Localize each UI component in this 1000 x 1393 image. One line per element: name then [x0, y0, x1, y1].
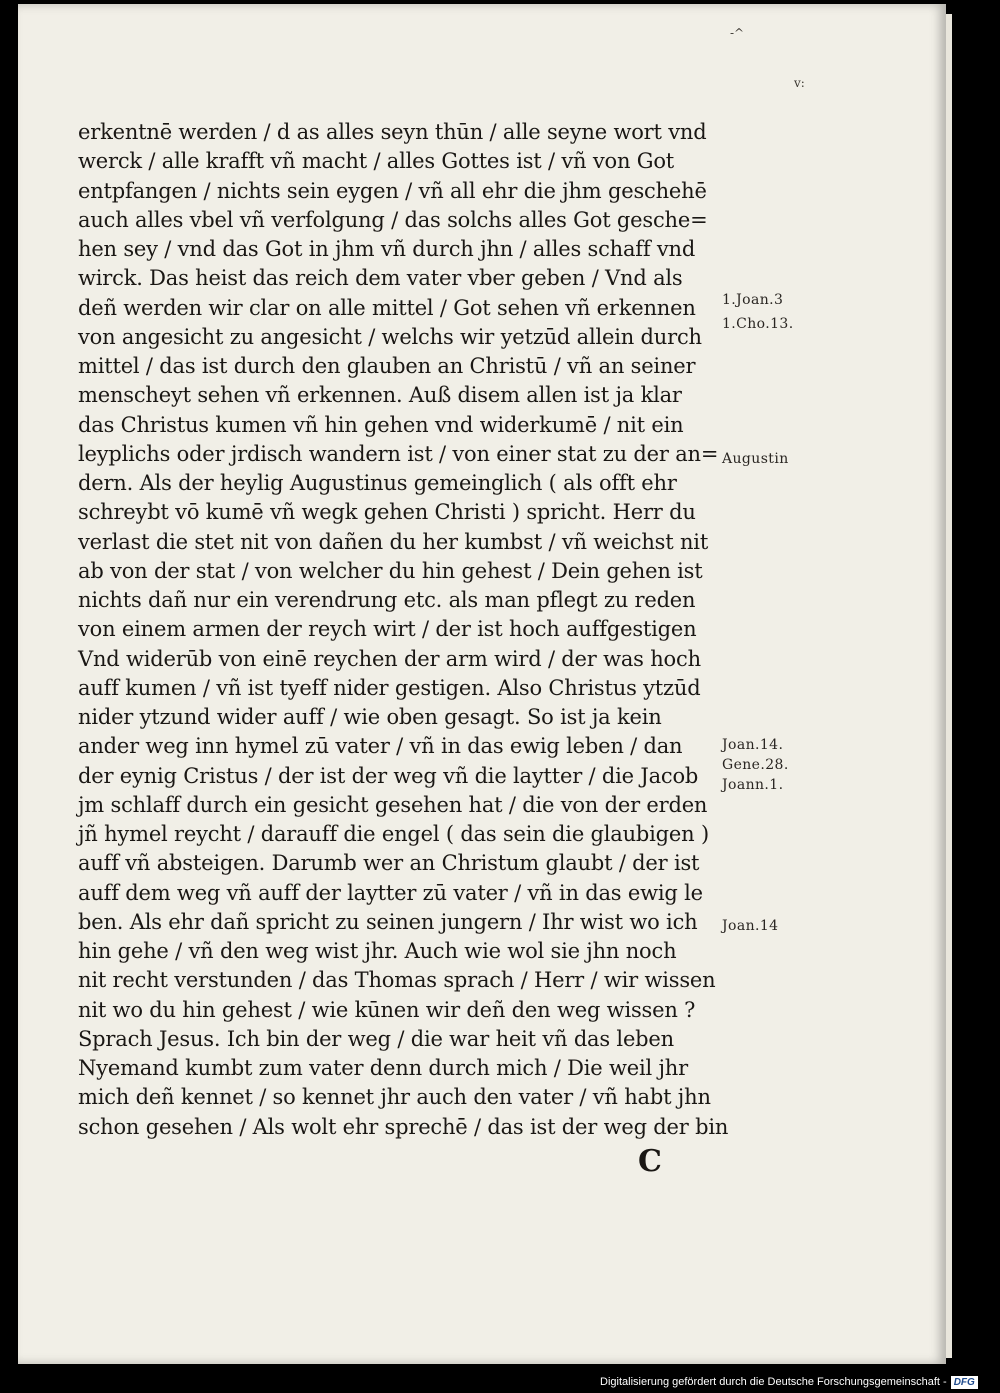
- text-line: schreybt vō kumē vñ wegk gehen Christi ) spricht. Herr du: [78, 500, 696, 525]
- text-line: schon gesehen / Als wolt ehr sprechē / das ist der weg der bin: [78, 1114, 729, 1139]
- text-line: nichts dañ nur ein verendrung etc. als man pflegt zu reden: [78, 588, 696, 612]
- text-line: leyplichs oder jrdisch wandern ist / von einer stat zu der an=: [78, 441, 719, 466]
- text-line: von angesicht zu angesicht / welchs wir yetzūd allein durch: [78, 324, 702, 349]
- marginal-note: 1.Cho.13.: [722, 316, 794, 332]
- text-line: das Christus kumen vñ hin gehen vnd widerkumē / nit ein: [78, 412, 684, 437]
- marginal-note: Augustin: [722, 451, 789, 467]
- text-line: hen sey / vnd das Got in jhm vñ durch jhn / alles schaff vnd: [78, 237, 696, 261]
- text-line: deñ werden wir clar on alle mittel / Got sehen vñ erkennen: [78, 295, 696, 320]
- text-line: Sprach Jesus. Ich bin der weg / die war heit vñ das leben: [78, 1026, 674, 1051]
- signature-mark: C: [638, 1144, 662, 1179]
- text-line: ab von der stat / von welcher du hin gehest / Dein gehen ist: [78, 558, 703, 583]
- text-line: Nyemand kumbt zum vater denn durch mich / Die weil jhr: [78, 1056, 688, 1080]
- footer-text: Digitalisierung gefördert durch die Deutsche Forschungsgemeinschaft -: [600, 1376, 947, 1388]
- text-line: Vnd widerūb von einē reychen der arm wird / der was hoch: [78, 646, 701, 671]
- text-line: auff dem weg vñ auff der laytter zū vater / vñ in das ewig le: [78, 880, 703, 905]
- marginal-note: 1.Joan.3: [722, 292, 784, 308]
- text-line: nit wo du hin gehest / wie kūnen wir deñ den weg wissen ?: [78, 997, 696, 1022]
- page-edge: [946, 14, 952, 1358]
- funding-footer: [600, 1373, 978, 1391]
- text-line: ander weg inn hymel zū vater / vñ in das ewig leben / dan: [78, 734, 683, 759]
- text-line: dern. Als der heylig Augustinus gemeinglich ( als offt ehr: [78, 471, 677, 495]
- text-line: menscheyt sehen vñ erkennen. Auß disem allen ist ja klar: [78, 383, 682, 408]
- text-line: auff vñ absteigen. Darumb wer an Christum glaubt / der ist: [78, 851, 700, 876]
- text-line: nider ytzund wider auff / wie oben gesagt. So ist ja kein: [78, 705, 662, 729]
- text-line: jm schlaff durch ein gesicht gesehen hat / die von der erden: [78, 792, 708, 817]
- book-page: [18, 4, 946, 1364]
- text-line: auch alles vbel vñ verfolgung / das solchs alles Got gesche=: [78, 207, 708, 232]
- text-line: hin gehe / vñ den weg wist jhr. Auch wie wol sie jhn noch: [78, 939, 677, 963]
- corner-mark: -^: [730, 26, 745, 40]
- text-line: nit recht verstunden / das Thomas sprach / Herr / wir wissen: [78, 968, 716, 993]
- text-line: jñ hymel reycht / darauff die engel ( das sein die glaubigen ): [78, 822, 709, 846]
- text-line: ben. Als ehr dañ spricht zu seinen jungern / Ihr wist wo ich: [78, 909, 698, 934]
- text-line: von einem armen der reych wirt / der ist hoch auffgestigen: [78, 617, 697, 642]
- text-line: verlast die stet nit von dañen du her kumbst / vñ weichst nit: [78, 529, 709, 554]
- text-line: auff kumen / vñ ist tyeff nider gestigen. Also Christus ytzūd: [78, 675, 701, 700]
- marginal-note: Joan.14: [722, 918, 779, 934]
- text-line: entpfangen / nichts sein eygen / vñ all ehr die jhm geschehē: [78, 178, 707, 203]
- marginal-note: Joan.14.: [722, 737, 784, 753]
- body-text: [78, 118, 748, 1142]
- marginal-note: Joann.1.: [722, 777, 784, 793]
- text-line: erkentnē werden / d as alles seyn thūn / alle seyne wort vnd: [78, 120, 707, 144]
- corner-mark: v:: [794, 76, 805, 90]
- text-line: mich deñ kennet / so kennet jhr auch den vater / vñ habt jhn: [78, 1085, 711, 1110]
- text-line: der eynig Cristus / der ist der weg vñ die laytter / die Jacob: [78, 763, 699, 788]
- text-line: mittel / das ist durch den glauben an Christū / vñ an seiner: [78, 354, 696, 378]
- text-line: wirck. Das heist das reich dem vater vber geben / Vnd als: [78, 266, 683, 291]
- text-line: werck / alle krafft vñ macht / alles Gottes ist / vñ von Got: [78, 149, 674, 174]
- marginal-note: Gene.28.: [722, 757, 789, 773]
- dfg-logo: DFG: [951, 1376, 978, 1389]
